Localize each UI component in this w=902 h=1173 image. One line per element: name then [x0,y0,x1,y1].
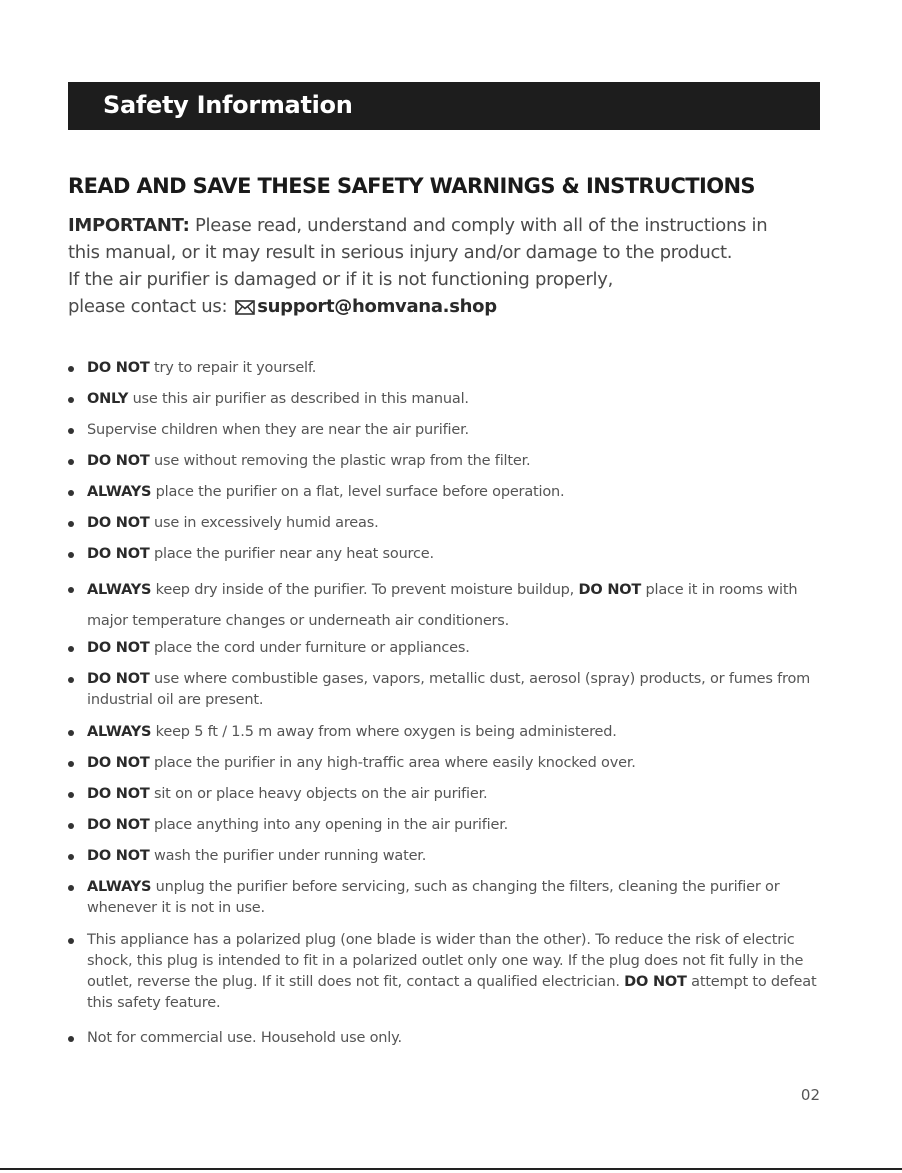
warning-text: use where combustible gases, vapors, metallic dust, aerosol (spray) products, or fumes from industrial oil are present. [87,671,811,708]
bullet-dot-icon [68,885,74,891]
warning-item [68,513,828,534]
warning-item [68,420,828,441]
intro-line-2: this manual, or it may result in serious injury and/or damage to the product. [68,242,733,263]
warning-text: Not for commercial use. Household use only. [87,1030,402,1046]
warning-text-continued: place it in rooms with major temperature changes or underneath air conditioners. [87,582,798,629]
warning-item [68,784,828,805]
warning-item [68,482,828,503]
bullet-dot-icon [68,490,74,496]
warning-keyword: DO NOT [87,848,150,864]
bullet-dot-icon [68,521,74,527]
warning-text: sit on or place heavy objects on the air purifier. [149,786,488,802]
warning-text: This appliance has a polarized plug (one blade is wider than the other). To reduce the risk of electric shock, this plug is intended to fit in a polarized outlet only one way. If the plug does not fit fully in the outlet, reverse the plug. If it still does not fit, contact a qualified electrician. [87,932,804,990]
warning-text: Supervise children when they are near the air purifier. [87,422,469,438]
bullet-dot-icon [68,552,74,558]
warning-item [68,544,828,565]
warning-keyword: ALWAYS [87,724,152,740]
warning-text: place the purifier near any heat source. [149,546,434,562]
bullet-dot-icon [68,823,74,829]
warning-item [68,877,828,919]
warning-keyword: ONLY [87,391,129,407]
warning-keyword: DO NOT [87,515,150,531]
warning-item [68,575,828,637]
warning-item [68,669,828,711]
warning-keyword: DO NOT [87,453,150,469]
warning-keyword: DO NOT [87,817,150,833]
warning-text: place the cord under furniture or appliances. [149,640,470,656]
warning-keyword: DO NOT [87,360,150,376]
warning-keyword: DO NOT [87,640,150,656]
warning-item [68,638,828,659]
warning-item [68,722,828,743]
bottom-rule [0,1168,902,1170]
envelope-icon [235,296,255,323]
warning-keyword: DO NOT [87,671,150,687]
bullet-dot-icon [68,730,74,736]
section-title: Safety Information [103,91,353,119]
bullet-dot-icon [68,646,74,652]
warning-keyword: DO NOT [624,974,687,990]
warning-item [68,753,828,774]
warning-keyword: DO NOT [87,786,150,802]
bullet-dot-icon [68,397,74,403]
bullet-dot-icon [68,677,74,683]
section-banner [68,82,820,130]
warning-text: try to repair it yourself. [149,360,317,376]
warning-text: wash the purifier under running water. [149,848,427,864]
bullet-dot-icon [68,587,74,593]
warning-text: keep dry inside of the purifier. To prevent moisture buildup, [151,582,579,598]
warning-text: place the purifier in any high-traffic area where easily knocked over. [149,755,636,771]
intro-line-4 [68,293,848,323]
warning-item [68,1028,828,1049]
bullet-dot-icon [68,1036,74,1042]
warning-text: place anything into any opening in the air purifier. [149,817,509,833]
warning-item [68,451,828,472]
intro-paragraph [68,212,848,323]
warning-item [68,358,828,379]
page-number: 02 [800,1086,820,1104]
bullet-dot-icon [68,761,74,767]
warning-text-continued: attempt to defeat this safety feature. [87,974,817,1011]
contact-prefix: please contact us: [68,296,228,317]
warning-keyword: ALWAYS [87,582,152,598]
bullet-dot-icon [68,938,74,944]
warning-keyword: ALWAYS [87,484,152,500]
intro-line-3: If the air purifier is damaged or if it is not functioning properly, [68,269,614,290]
bullet-dot-icon [68,366,74,372]
warning-text: use in excessively humid areas. [149,515,379,531]
warning-item [68,815,828,836]
warning-text: unplug the purifier before servicing, such as changing the filters, cleaning the purifier or whenever it is not in use. [87,879,780,916]
warning-keyword: DO NOT [578,582,642,598]
warning-item [68,846,828,867]
warning-keyword: DO NOT [87,546,150,562]
warning-keyword: ALWAYS [87,879,152,895]
bullet-dot-icon [68,792,74,798]
bullet-dot-icon [68,854,74,860]
warning-keyword: DO NOT [87,755,150,771]
support-email-link[interactable]: support@homvana.shop [257,296,497,317]
warning-text: use without removing the plastic wrap from the filter. [149,453,531,469]
warning-item [68,930,828,1014]
intro-line-1 [68,212,848,239]
warning-item [68,389,828,410]
important-label: IMPORTANT: [68,215,190,236]
bullet-dot-icon [68,428,74,434]
intro-line-1-text: Please read, understand and comply with all of the instructions in [189,215,768,236]
warning-text: use this air purifier as described in this manual. [128,391,469,407]
warning-text: place the purifier on a flat, level surface before operation. [151,484,565,500]
warning-text: keep 5 ft / 1.5 m away from where oxygen is being administered. [151,724,617,740]
bullet-dot-icon [68,459,74,465]
warnings-heading: READ AND SAVE THESE SAFETY WARNINGS & INSTRUCTIONS [68,174,755,198]
